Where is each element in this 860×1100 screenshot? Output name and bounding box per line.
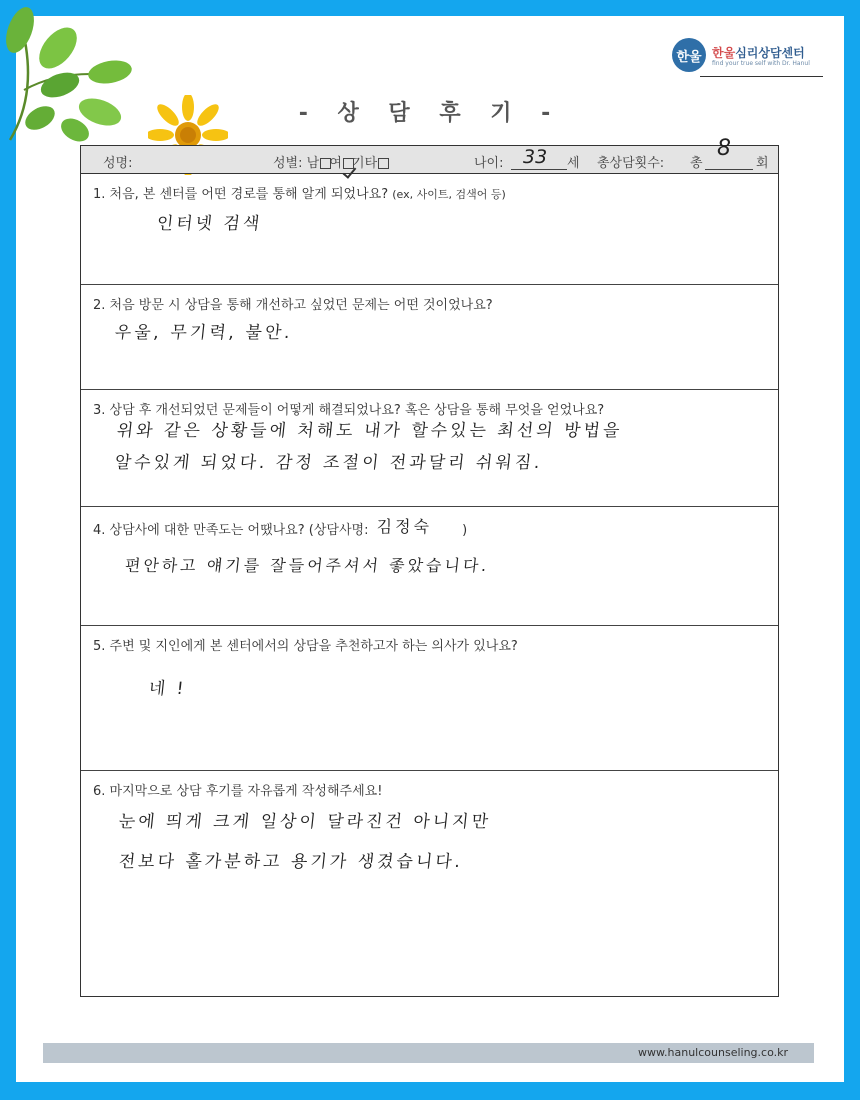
- question-3-label: 3. 상담 후 개선되었던 문제들이 어떻게 해결되었나요? 혹은 상담을 통해 무엇을 얻었나요?: [93, 403, 605, 418]
- logo-name: 한울심리상담센터: [712, 46, 805, 60]
- sessions-label: 총상담횟수:: [597, 156, 665, 171]
- logo-divider: [700, 76, 823, 77]
- other-checkbox[interactable]: [378, 158, 389, 169]
- age-label: 나이:: [474, 156, 504, 171]
- question-2: [81, 285, 778, 390]
- answer-1: 인터넷 검색: [155, 214, 264, 234]
- question-5-label: 5. 주변 및 지인에게 본 센터에서의 상담을 추천하고자 하는 의사가 있나요?: [93, 639, 518, 654]
- sessions-unit: 회: [756, 156, 769, 171]
- answer-3-line-2: 알수있게 되었다. 감정 조절이 전과달리 쉬워짐.: [113, 453, 544, 473]
- question-6: [81, 771, 778, 996]
- question-3: [81, 390, 778, 507]
- sessions-prefix: 총: [690, 156, 703, 171]
- name-label: 성명:: [103, 156, 133, 171]
- gender-field: 성별: 남 여 기타: [273, 152, 377, 171]
- logo-tagline: find your true self with Dr. Hanul: [712, 60, 810, 67]
- answer-2: 우울, 무기력, 불안.: [113, 323, 294, 343]
- footer-bar: [43, 1043, 814, 1063]
- review-form: [80, 136, 779, 997]
- answer-6-line-1: 눈에 띄게 크게 일상이 달라진건 아니지만: [117, 812, 492, 832]
- counselor-name: 김정숙: [376, 517, 432, 536]
- question-4-label: 4. 상담사에 대한 만족도는 어땠나요? (상담사명: 김정숙 ): [93, 517, 468, 538]
- answer-5: 네 !: [147, 679, 188, 699]
- footer-url[interactable]: www.hanulcounseling.co.kr: [638, 1046, 788, 1059]
- center-logo: [672, 36, 822, 76]
- question-4: [81, 507, 778, 626]
- age-underline: [511, 169, 567, 170]
- age-value: 33: [523, 146, 548, 168]
- question-1: [81, 174, 778, 285]
- question-1-label: 1. 처음, 본 센터를 어떤 경로를 통해 알게 되었나요? (ex, 사이트, 검색어 등): [93, 187, 506, 202]
- sessions-value: 8: [717, 136, 731, 161]
- info-row: [81, 136, 778, 174]
- answer-3-line-1: 위와 같은 상황들에 처해도 내가 할수있는 최선의 방법을: [115, 421, 624, 441]
- age-unit: 세: [567, 156, 580, 171]
- answer-6-line-2: 전보다 홀가분하고 용기가 생겼습니다.: [117, 852, 465, 872]
- leaves-decoration-icon: [0, 0, 150, 150]
- logo-badge: 한울: [672, 38, 706, 72]
- page-title: - 상 담 후 기 -: [298, 101, 562, 126]
- male-checkbox[interactable]: [320, 158, 331, 169]
- question-6-label: 6. 마지막으로 상담 후기를 자유롭게 작성해주세요!: [93, 784, 383, 799]
- female-checkbox[interactable]: [343, 158, 354, 169]
- answer-4: 편안하고 얘기를 잘들어주셔서 좋았습니다.: [123, 556, 491, 575]
- sessions-underline: [705, 169, 753, 170]
- question-5: [81, 626, 778, 771]
- question-2-label: 2. 처음 방문 시 상담을 통해 개선하고 싶었던 문제는 어떤 것이었나요?: [93, 298, 493, 313]
